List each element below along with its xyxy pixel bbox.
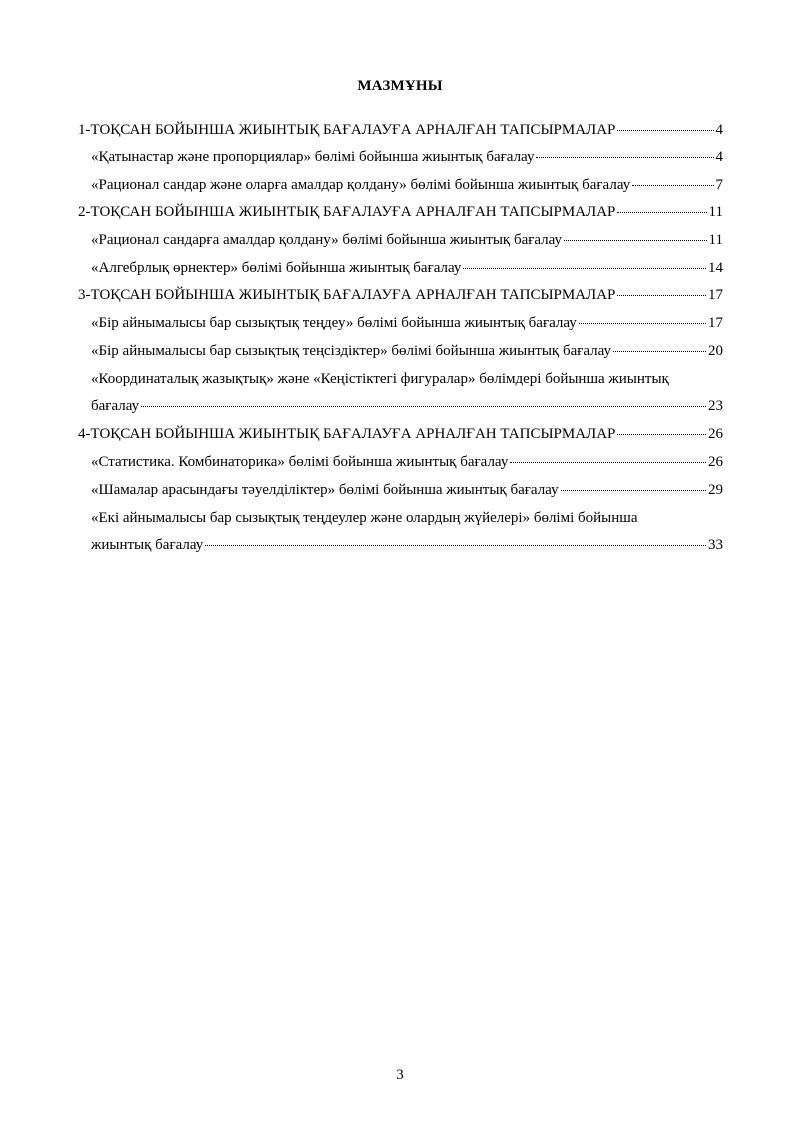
toc-entry-text: 4-ТОҚСАН БОЙЫНША ЖИЫНТЫҚ БАҒАЛАУҒА АРНАЛҒАН ТАПСЫРМАЛАР <box>78 426 616 442</box>
toc-page-number: 26 <box>708 454 723 470</box>
toc-entry-text: «Қатынастар және пропорциялар» бөлімі бойынша жиынтық бағалау <box>91 149 535 165</box>
dot-leader <box>561 490 706 491</box>
toc-entry-quarter-2[interactable] <box>78 203 723 221</box>
dot-leader <box>510 462 706 463</box>
dot-leader <box>613 351 706 352</box>
toc-entry-text: «Бір айнымалысы бар сызықтық теңдеу» бөлімі бойынша жиынтық бағалау <box>91 315 577 331</box>
toc-page-number: 4 <box>715 149 723 165</box>
toc-page-number: 14 <box>708 260 723 276</box>
toc-entry-text: 2-ТОҚСАН БОЙЫНША ЖИЫНТЫҚ БАҒАЛАУҒА АРНАЛҒАН ТАПСЫРМАЛАР <box>78 204 616 220</box>
toc-entry-section[interactable] <box>91 231 723 249</box>
dot-leader <box>617 212 706 213</box>
toc-entry-text-line1[interactable]: «Координаталық жазықтық» және «Кеңістіктегі фигуралар» бөлімдері бойынша жиынтық <box>91 371 669 387</box>
toc-page-number: 17 <box>708 287 723 303</box>
toc-page-number: 17 <box>708 315 723 331</box>
toc-entry-quarter-1[interactable] <box>78 121 723 139</box>
dot-leader <box>141 406 706 407</box>
toc-entry-section[interactable] <box>91 259 723 277</box>
toc-entry-text: «Рационал сандар және оларға амалдар қолдану» бөлімі бойынша жиынтық бағалау <box>91 177 631 193</box>
toc-entry-text: «Статистика. Комбинаторика» бөлімі бойынша жиынтық бағалау <box>91 454 509 470</box>
dot-leader <box>617 434 706 435</box>
toc-entry-section[interactable] <box>91 148 723 166</box>
toc-entry-text: бағалау <box>91 398 140 414</box>
dot-leader <box>632 185 713 186</box>
toc-page-number: 33 <box>708 537 723 553</box>
toc-page-number: 23 <box>708 398 723 414</box>
toc-page-number: 4 <box>715 122 723 138</box>
page-number-footer: 3 <box>396 1067 404 1083</box>
toc-entry-section[interactable] <box>91 481 723 499</box>
toc-entry-section[interactable] <box>91 536 723 554</box>
toc-entry-text: 3-ТОҚСАН БОЙЫНША ЖИЫНТЫҚ БАҒАЛАУҒА АРНАЛҒАН ТАПСЫРМАЛАР <box>78 287 616 303</box>
toc-entry-section[interactable] <box>91 342 723 360</box>
toc-page-number: 11 <box>708 204 723 220</box>
dot-leader <box>564 240 706 241</box>
toc-entry-text: «Бір айнымалысы бар сызықтық теңсіздіктер» бөлімі бойынша жиынтық бағалау <box>91 343 612 359</box>
toc-entry-text: «Шамалар арасындағы тәуелділіктер» бөлімі бойынша жиынтық бағалау <box>91 482 559 498</box>
toc-entry-section[interactable] <box>91 314 723 332</box>
toc-entry-text: «Алгебрлық өрнектер» бөлімі бойынша жиынтық бағалау <box>91 260 462 276</box>
dot-leader <box>463 268 706 269</box>
toc-page-number: 20 <box>708 343 723 359</box>
toc-entry-text: жиынтық бағалау <box>91 537 204 553</box>
dot-leader <box>617 130 713 131</box>
dot-leader <box>536 157 713 158</box>
toc-page-number: 26 <box>708 426 723 442</box>
toc-entry-text: 1-ТОҚСАН БОЙЫНША ЖИЫНТЫҚ БАҒАЛАУҒА АРНАЛҒАН ТАПСЫРМАЛАР <box>78 122 616 138</box>
dot-leader <box>617 295 706 296</box>
toc-page-number: 29 <box>708 482 723 498</box>
toc-entry-section[interactable] <box>91 397 723 415</box>
page-title: МАЗМҰНЫ <box>357 78 443 94</box>
toc-entry-section[interactable] <box>91 453 723 471</box>
toc-entry-text-line1[interactable]: «Екі айнымалысы бар сызықтық теңдеулер және олардың жүйелері» бөлімі бойынша <box>91 510 638 526</box>
dot-leader <box>579 323 706 324</box>
toc-page-number: 11 <box>708 232 723 248</box>
toc-page-number: 7 <box>715 177 723 193</box>
toc-entry-section[interactable] <box>91 176 723 194</box>
dot-leader <box>205 545 706 546</box>
toc-entry-quarter-4[interactable] <box>78 425 723 443</box>
toc-entry-text: «Рационал сандарға амалдар қолдану» бөлімі бойынша жиынтық бағалау <box>91 232 563 248</box>
toc-entry-quarter-3[interactable] <box>78 286 723 304</box>
